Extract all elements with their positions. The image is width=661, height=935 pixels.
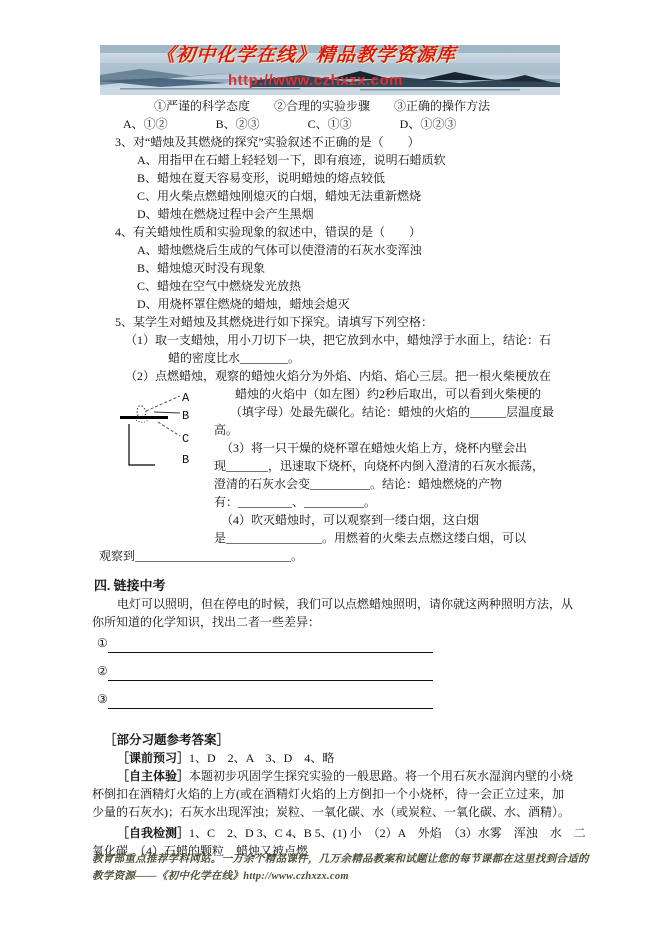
answer-blank-row-1 [92,631,592,659]
site-banner [100,45,560,95]
blank-marker-3: ③ [97,692,108,706]
answers-preview-line [92,749,592,767]
answer-blank-line-2 [108,664,433,681]
answers-preview-label: ［课前预习］ [117,751,190,765]
q5-line: 蜡烛的火焰中（如左图）约2秒后取出，可以看到火柴梗的 [235,387,542,401]
section-four-heading: 四. 链接中考 [94,578,166,593]
q5-line: 是________________。用燃着的火柴去点燃这缕白烟，可以 [214,531,527,545]
section-four-paragraph-line2: 你所知道的化学知识，找出二者一些差异： [92,615,321,629]
q4-option-d: D、用烧杯罩住燃烧的蜡烛，蜡烛会熄灭 [137,297,350,311]
q2-option-items: ①严谨的科学态度 ②合理的实验步骤 ③正确的操作方法 [154,99,491,113]
worksheet-body [92,97,592,860]
q5-part2-line1: （2）点燃蜡烛，观察的蜡烛火焰分为外焰、内焰、焰心三层。把一根火柴梗放在 [125,369,552,383]
answers-experience-line1 [92,767,592,785]
answers-experience-label: ［自主体验］ [117,769,190,783]
answers-selfcheck-text1: 1、C 2、D 3、C 4、B 5、(1) 小 （2）A 外焰 （3）水雾 浑浊 水 二 [189,826,586,840]
q5-part4-line1: （4）吹灭蜡烛时，可以观察到一缕白烟，这白烟 [221,513,480,527]
flame-zone-label-b: B [182,409,190,423]
question-3-stem: 3、对“蜡烛及其燃烧的探究”实验叙述不正确的是（ ） [115,135,420,149]
q5-part4-wrap-line: 观察到__________________________。 [99,549,304,563]
q5-line: 有：_________、__________。 [214,495,377,509]
flame-zone-label-d: B [182,453,190,467]
answers-experience-line3: 少量的石灰水)；石灰水出现浑浊；炭粒、一氧化碳、水（或炭粒、一氧化碳、水、酒精）。 [92,805,570,819]
answers-heading: ［部分习题参考答案］ [104,733,230,747]
q5-line: 澄清的石灰水会变__________。结论：蜡烛燃烧的产物 [214,477,503,491]
q3-option-c: C、用火柴点燃蜡烛刚熄灭的白烟，蜡烛无法重新燃烧 [137,189,422,203]
q5-right-text-column [214,385,592,547]
answer-blank-row-3 [92,687,592,715]
flame-zone-label-a: A [182,391,190,405]
banner-title: 《初中化学在线》精品教学资源库 [155,45,457,66]
banner-url: http://www.czhxzx.com [228,72,403,89]
q5-part3-line1: （3）将一只干燥的烧杯罩在蜡烛火焰上方，烧杯内壁会出 [221,441,528,455]
q4-option-b: B、蜡烛熄灭时没有现象 [137,261,266,275]
answer-blank-line-1 [108,636,433,653]
answer-blank-line-3 [108,692,433,709]
q5-part1-line1: （1）取一支蜡烛，用小刀切下一块，把它放到水中，蜡烛浮于水面上，结论：石 [125,333,552,347]
q2-choices: A、①② B、②③ C、①③ D、①②③ [123,117,457,131]
answers-selfcheck-line2: 氧化碳 （4）石蜡的颗粒 蜡烛又被点燃 [92,844,309,858]
q3-option-d: D、蜡烛在燃烧过程中会产生黑烟 [137,207,314,221]
answer-blank-row-2 [92,659,592,687]
answers-experience-text1: 本题初步巩固学生探究实验的一般思路。将一个用石灰水湿润内壁的小烧 [189,769,574,783]
q5-line: （填字母）处最先碳化。结论：蜡烛的火焰的______层温度最 [230,405,555,419]
answers-selfcheck-line1 [92,824,592,842]
q5-diagram-section [92,385,592,547]
question-5-stem: 5、某学生对蜡烛及其燃烧进行如下探究。请填写下列空格： [115,315,434,329]
q5-part1-line2: 蜡的密度比水________。 [168,351,301,365]
question-4-stem: 4、有关蜡烛性质和实验现象的叙述中，错误的是（ ） [115,225,422,239]
page-footer [92,851,612,885]
answers-selfcheck-label: ［自我检测］ [117,826,190,840]
q3-option-a: A、用指甲在石蜡上轻轻划一下，即有痕迹，说明石蜡质软 [137,153,446,167]
q5-line: 现_______，迅速取下烧杯，向烧杯内倒入澄清的石灰水振荡， [214,459,545,473]
blank-marker-2: ② [97,664,108,678]
answers-experience-line2: 杯倒扣在酒精灯火焰的上方(或在酒精灯火焰的上方倒扣一个小烧杯，待一会正立过来，加 [92,787,564,801]
footer-line1: 教育部重点推荐学科网站。一万余个精品课件，几万余精品教案和试题让您的每节课都在这里找到合适的 [92,854,589,865]
q4-option-a: A、蜡烛燃烧后生成的气体可以使澄清的石灰水变浑浊 [137,243,422,257]
section-four-paragraph-line1: 电灯可以照明，但在停电的时候，我们可以点燃蜡烛照明，请你就这两种照明方法，从 [117,597,574,611]
footer-line2: 教学资源——《初中化学在线》http://www.czhxzx.com [92,871,349,882]
q4-option-c: C、蜡烛在空气中燃烧发光放热 [137,279,302,293]
flame-zone-label-c: C [182,432,190,446]
candle-flame-diagram [118,389,214,485]
blank-marker-1: ① [97,636,108,650]
q5-line: 高。 [214,423,239,437]
q3-option-b: B、蜡烛在夏天容易变形，说明蜡烛的熔点较低 [137,171,386,185]
answers-preview-text: 1、D 2、A 3、D 4、略 [189,751,335,765]
